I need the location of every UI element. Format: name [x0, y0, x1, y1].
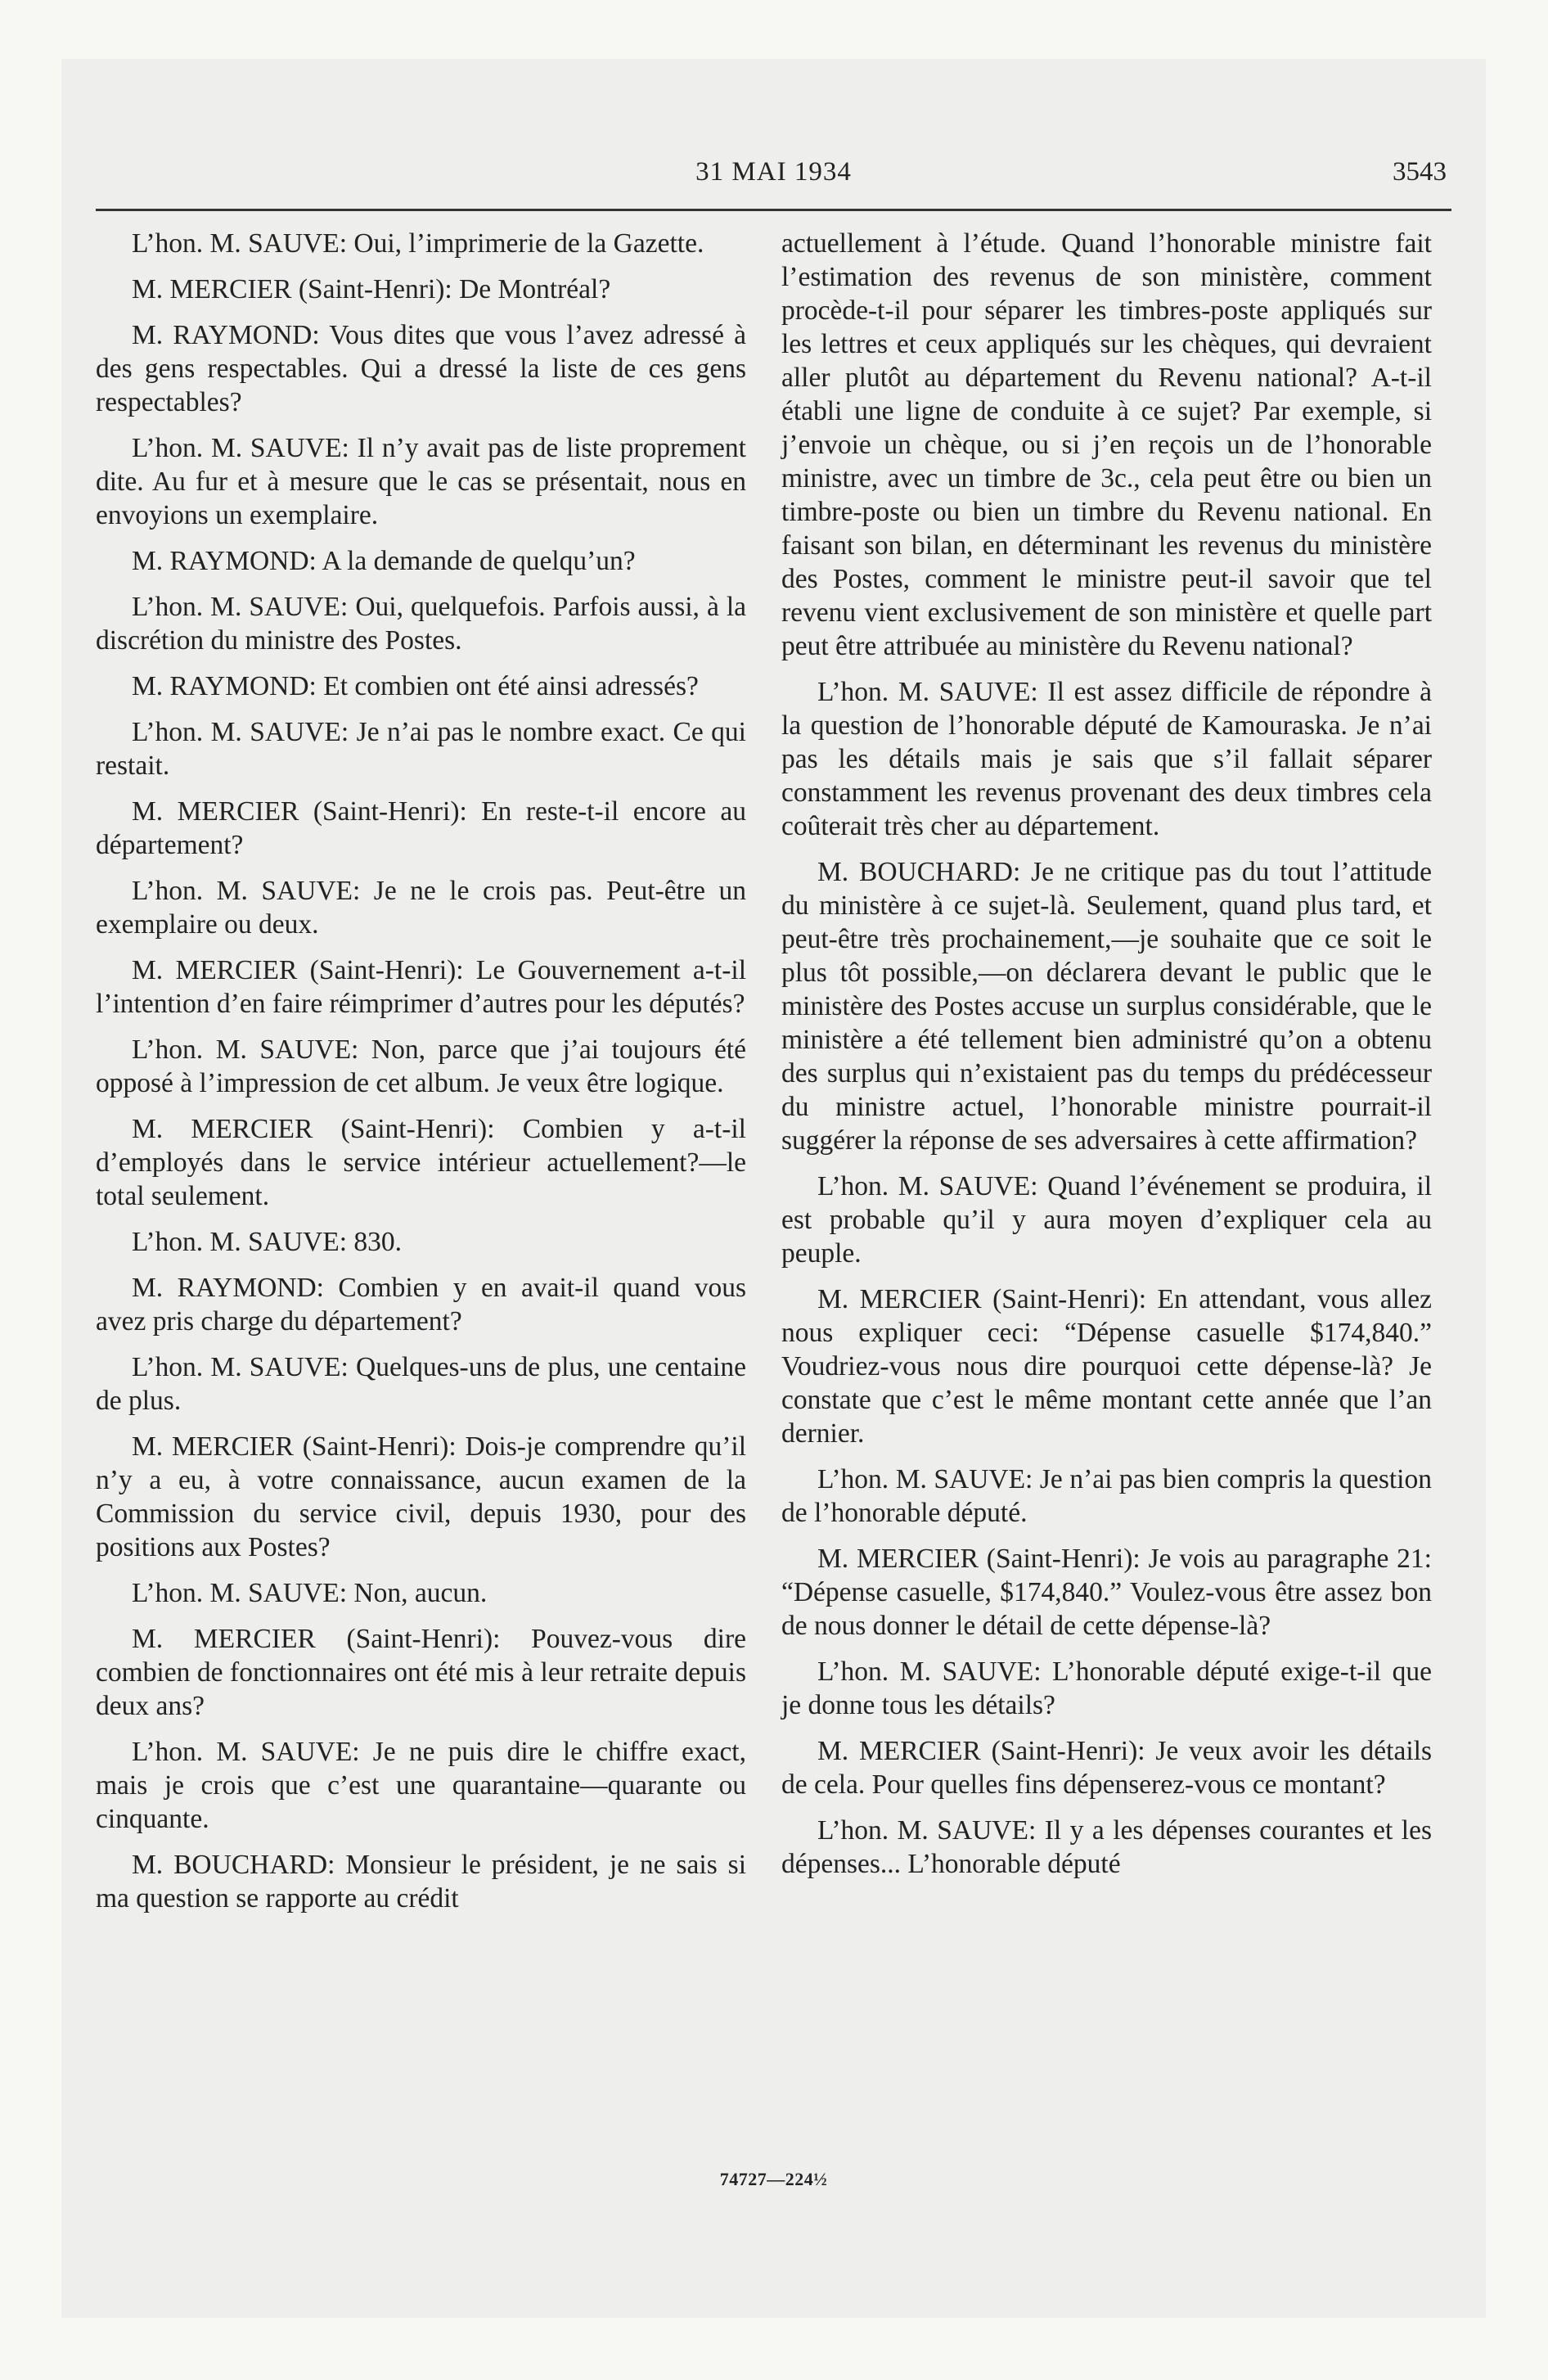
header-rule: [96, 209, 1451, 211]
paragraph: M. MERCIER (Saint-Henri): En attendant, vous allez nous expliquer ceci: “Dépense casuelle $174,840.” Voudriez-vous nous dire pourquoi cette dépense-là? Je constate que c’est le même montant cette année que l’an dernier.: [781, 1284, 1432, 1449]
paragraph: M. MERCIER (Saint-Henri): Dois-je comprendre qu’il n’y a eu, à votre connaissance, aucun examen de la Commission du service civil, depuis 1930, pour des positions aux Postes?: [96, 1431, 746, 1562]
paragraph: M. BOUCHARD: Je ne critique pas du tout l’attitude du ministère à ce sujet-là. Seulement, quand plus tard, et peut-être très prochainement,—je souhaite que ce soit le plus tôt possible,—on déclarera devant le public que le ministère des Postes accuse un surplus considérable, que le ministère a été tellement bien administré qu’on a obtenu des surplus qui n’existaient pas du temps du prédécesseur du ministre actuel, l’honorable ministre pourrait-il suggérer la réponse de ses adversaires à cette affirmation?: [781, 857, 1432, 1156]
paragraph: M. MERCIER (Saint-Henri): Combien y a-t-il d’employés dans le service intérieur actuellement?—le total seulement.: [96, 1114, 746, 1211]
paragraph: L’hon. M. SAUVE: Je ne le crois pas. Peut-être un exemplaire ou deux.: [96, 876, 746, 940]
paragraph: L’hon. M. SAUVE: Il est assez difficile de répondre à la question de l’honorable député de Kamouraska. Je n’ai pas les détails mais je sais que s’il fallait séparer constamment les revenus provenant des deux timbres cela coûterait très cher au département.: [781, 677, 1432, 841]
page-date: 31 MAI 1934: [695, 157, 852, 187]
paragraph: L’hon. M. SAUVE: 830.: [132, 1227, 403, 1257]
page-header: [96, 157, 1451, 198]
paragraph: M. RAYMOND: Vous dites que vous l’avez adressé à des gens respectables. Qui a dressé la liste de ces gens respectables?: [96, 320, 746, 417]
paragraph: L’hon. M. SAUVE: Oui, l’imprimerie de la Gazette.: [132, 228, 704, 259]
paragraph: L’hon. M. SAUVE: Il y a les dépenses courantes et les dépenses... L’honorable député: [781, 1815, 1432, 1879]
paragraph: L’hon. M. SAUVE: L’honorable député exige-t-il que je donne tous les détails?: [781, 1657, 1432, 1720]
paragraph: L’hon. M. SAUVE: Quelques-uns de plus, une centaine de plus.: [96, 1352, 746, 1416]
paragraph: M. MERCIER (Saint-Henri): En reste-t-il encore au département?: [96, 796, 746, 860]
paragraph: M. MERCIER (Saint-Henri): Je veux avoir les détails de cela. Pour quelles fins dépenserez-vous ce montant?: [781, 1736, 1432, 1800]
paragraph: M. RAYMOND: Combien y en avait-il quand vous avez pris charge du département?: [96, 1273, 746, 1336]
paragraph: L’hon. M. SAUVE: Oui, quelquefois. Parfois aussi, à la discrétion du ministre des Postes.: [96, 592, 746, 656]
paragraph: L’hon. M. SAUVE: Je ne puis dire le chiffre exact, mais je crois que c’est une quarantaine—quarante ou cinquante.: [96, 1737, 746, 1834]
page-sheet: [61, 59, 1486, 2318]
paragraph: M. MERCIER (Saint-Henri): Pouvez-vous dire combien de fonctionnaires ont été mis à leur retraite depuis deux ans?: [96, 1624, 746, 1721]
paragraph: M. MERCIER (Saint-Henri): Je vois au paragraphe 21: “Dépense casuelle, $174,840.” Voulez-vous être assez bon de nous donner le détail de cette dépense-là?: [781, 1544, 1432, 1641]
left-column: [96, 227, 746, 1927]
paragraph: M. RAYMOND: Et combien ont été ainsi adressés?: [132, 671, 699, 701]
paragraph: L’hon. M. SAUVE: Je n’ai pas le nombre exact. Ce qui restait.: [96, 717, 746, 781]
paragraph: L’hon. M. SAUVE: Il n’y avait pas de liste proprement dite. Au fur et à mesure que le cas se présentait, nous en envoyions un exemplaire.: [96, 433, 746, 530]
continued-paragraph: actuellement à l’étude. Quand l’honorable ministre fait l’estimation des revenus de son ministère, comment procède-t-il pour séparer les timbres-poste appliqués sur les lettres et ceux appliqués sur les chèques, qui devraient aller plutôt au département du Revenu national? A-t-il établi une ligne de conduite à ce sujet? Par exemple, si j’envoie un chèque, ou si j’en reçois un de l’honorable ministre, avec un timbre de 3c., cela peut être ou bien un timbre-poste ou bien un timbre du Revenu national. En faisant son bilan, en déterminant les revenus du ministère des Postes, comment le ministre peut-il savoir que tel revenu vient exclusivement de son ministère et quelle part peut être attribuée au ministère du Revenu national?: [781, 228, 1432, 661]
paragraph: M. MERCIER (Saint-Henri): De Montréal?: [132, 274, 611, 304]
paragraph: M. RAYMOND: A la demande de quelqu’un?: [132, 546, 636, 576]
paragraph: L’hon. M. SAUVE: Quand l’événement se produira, il est probable qu’il y aura moyen d’expliquer cela au peuple.: [781, 1171, 1432, 1269]
page-number: 3543: [1393, 157, 1447, 187]
paragraph: M. MERCIER (Saint-Henri): Le Gouvernement a-t-il l’intention d’en faire réimprimer d’autres pour les députés?: [96, 955, 746, 1019]
right-column: [781, 227, 1432, 1893]
paragraph: M. BOUCHARD: Monsieur le président, je ne sais si ma question se rapporte au crédit: [96, 1850, 746, 1913]
paragraph: L’hon. M. SAUVE: Je n’ai pas bien compris la question de l’honorable député.: [781, 1464, 1432, 1528]
paragraph: L’hon. M. SAUVE: Non, aucun.: [132, 1578, 488, 1608]
paragraph: L’hon. M. SAUVE: Non, parce que j’ai toujours été opposé à l’impression de cet album. Je veux être logique.: [96, 1034, 746, 1098]
printer-signature: 74727—224½: [719, 2169, 828, 2189]
